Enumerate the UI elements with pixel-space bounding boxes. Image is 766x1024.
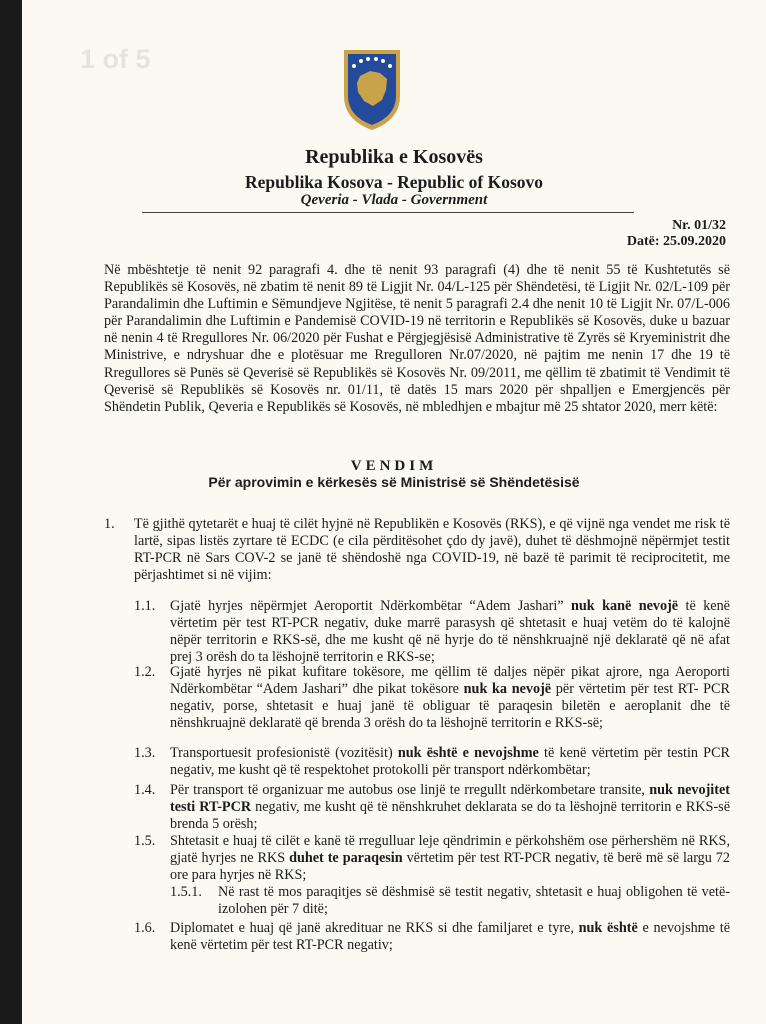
item-text-bold: nuk është — [578, 920, 638, 936]
item-text-pre: Gjatë hyrjes në pikat kufitare tokësore, me qëllim të daljes nëpër pikat ajrore, nga Aeroporti Ndërkombëtar “Adem Jashari” dhe pikat tokësore — [170, 664, 730, 698]
item-number: 1.1. — [134, 598, 156, 614]
item-text-post: e nevojshme të kenë vërtetim për test RT-PCR negativ; — [170, 920, 730, 954]
item-text-bold: nuk kanë nevojë — [571, 598, 679, 614]
item-text-bold: nuk ka nevojë — [463, 681, 552, 698]
item-text-post: të kenë vërtetim për test RT-PCR negativ, duke marrë parasysh që shtetasit e huaj vetëm do të kalojnë nëpër territorin e RKS-së, dhe me kusht që në hyrje do të nënshkruajnë një deklaratë që në afat prej 3 orësh do ta lëshojnë territorin e RKS-se; — [170, 598, 730, 666]
kosovo-coat-of-arms-icon — [340, 46, 404, 132]
item-text: Në rast të mos paraqitjes së dëshmisë së testit negativ, shtetasit e huaj obligohen të vetë-izolohen për 7 ditë; — [218, 884, 730, 918]
header-divider — [142, 212, 634, 213]
document-number: Nr. 01/32 — [672, 218, 726, 233]
item-text — [170, 745, 730, 779]
document-date: Datë: 25.09.2020 — [626, 234, 726, 249]
item-text — [170, 920, 730, 954]
item-text — [170, 664, 730, 732]
item-text-pre: Gjatë hyrjes nëpërmjet Aeroportit Ndërkombëtar “Adem Jashari” — [170, 598, 572, 614]
header-republic-multilingual: Republika Kosova - Republic of Kosovo — [244, 172, 544, 192]
item-text-pre: Diplomatet e huaj që janë akredituar ne RKS si dhe familjaret e tyre, — [170, 920, 579, 936]
item-text-post: për vërtetim për test RT- PCR negativ, porse, shtetasit e huaj janë të obliguar të paraqesin biletën e aeroplanit dhe të nënshkruajnë deklaratë që brenda 3 orësh do ta lëshojnë territorin e RKS-së; — [170, 681, 730, 732]
header-republika: Republika e Kosovës — [305, 146, 483, 168]
item-text — [170, 598, 730, 666]
item-text-pre: Shtetasit e huaj të cilët e kanë të rregulluar leje qëndrimin e përkohshëm ose përhershëm në RKS, gjatë hyrjes ne RKS — [170, 833, 730, 867]
item-text-post: vërtetim për test RT-PCR negativ, të berë më së largu 72 ore para hyrjes në RKS; — [170, 850, 730, 884]
preamble-paragraph: Në mbështetje të nenit 92 paragrafi 4. dhe të nenit 93 paragrafi (4) dhe të nenit 55 të Kushtetutës së Republikës së Kosovës, në zbatim të nenit 89 të Ligjit Nr. 04/L-125 për Shëndetësi, të Ligjit Nr. 02/L-109 për Parandalimin dhe Luftimin e Sëmundjeve Ngjitëse, të nenit 5 paragrafi 2.4 dhe nenit 10 të Ligjit Nr. 07/L-006 për Parandalimin dhe Luftimin e Pandemisë COVID-19 në territorin e Republikës së Kosovës, duke u bazuar në nenin 4 të Rregullores Nr. 06/2020 për Fushat e Përgjegjësisë Administrative të Zyrës së Kryeministrit dhe Ministrive, e ndryshuar dhe e plotësuar me Rregulloren Nr.07/2020, në pajtim me nenin 17 dhe 19 të Rregullores së Punës së Qeverisë së Republikës së Kosovës Nr. 09/2011, me qëllim të zbatimit të Vendimit të Qeverisë së Republikës së Kosovës nr. 01/11, të datës 15 mars 2020 për shpalljen e Emergjencës për Shëndetin Publik, Qeveria e Republikës së Kosovës, në mbledhjen e mbajtur më 25 shtator 2020, merr këtë: — [104, 262, 730, 415]
item-text — [170, 782, 730, 833]
item-number: 1.2. — [134, 664, 156, 680]
item-number: 1.5.1. — [170, 884, 202, 900]
page-counter: 1 of 5 — [80, 44, 151, 74]
item-text-bold: duhet te paraqesin — [289, 850, 403, 867]
item-number: 1.4. — [134, 782, 156, 798]
document-page — [22, 0, 766, 1024]
item-text: Të gjithë qytetarët e huaj të cilët hyjnë në Republikën e Kosovës (RKS), e që vijnë nga vendet me risk të lartë, sipas listës zyrtare të ECDC (e cila përditësohet çdo dy javë), duhet të dëshmojnë nëpërmjet testit RT-PCR në Sars COV-2 se janë të shëndoshë nga COVID-19, në bazë të parimit të reciprocitetit, me përjashtimet si në vijim: — [134, 516, 730, 584]
item-text-post: të kenë vërtetim për testin PCR negativ, me kusht që të respektohet protokolli për transport ndërkombëtar; — [170, 745, 730, 779]
decision-subtitle: Për aprovimin e kërkesës së Ministrisë së Shëndetësisë — [208, 474, 580, 490]
header-government: Qeveria - Vlada - Government — [300, 192, 488, 208]
item-text-post: negativ, me kusht që të nënshkruhet deklarata se do ta lëshojnë territorin e RKS-së brenda 5 orësh; — [170, 799, 730, 833]
item-text-pre: Transportuesit profesionistë (vozitësit) — [170, 745, 398, 761]
item-number: 1.6. — [134, 920, 156, 936]
item-text-bold: nuk është e nevojshme — [397, 745, 539, 761]
decision-title: VENDIM — [350, 458, 438, 474]
item-number: 1. — [104, 516, 115, 532]
item-number: 1.3. — [134, 745, 156, 761]
item-number: 1.5. — [134, 833, 156, 849]
item-text-bold: nuk nevojitet testi RT-PCR — [170, 782, 730, 816]
item-text-pre: Për transport të organizuar me autobus ose linjë te rregullt ndërkombetare transite, — [170, 782, 650, 798]
item-text — [170, 833, 730, 884]
